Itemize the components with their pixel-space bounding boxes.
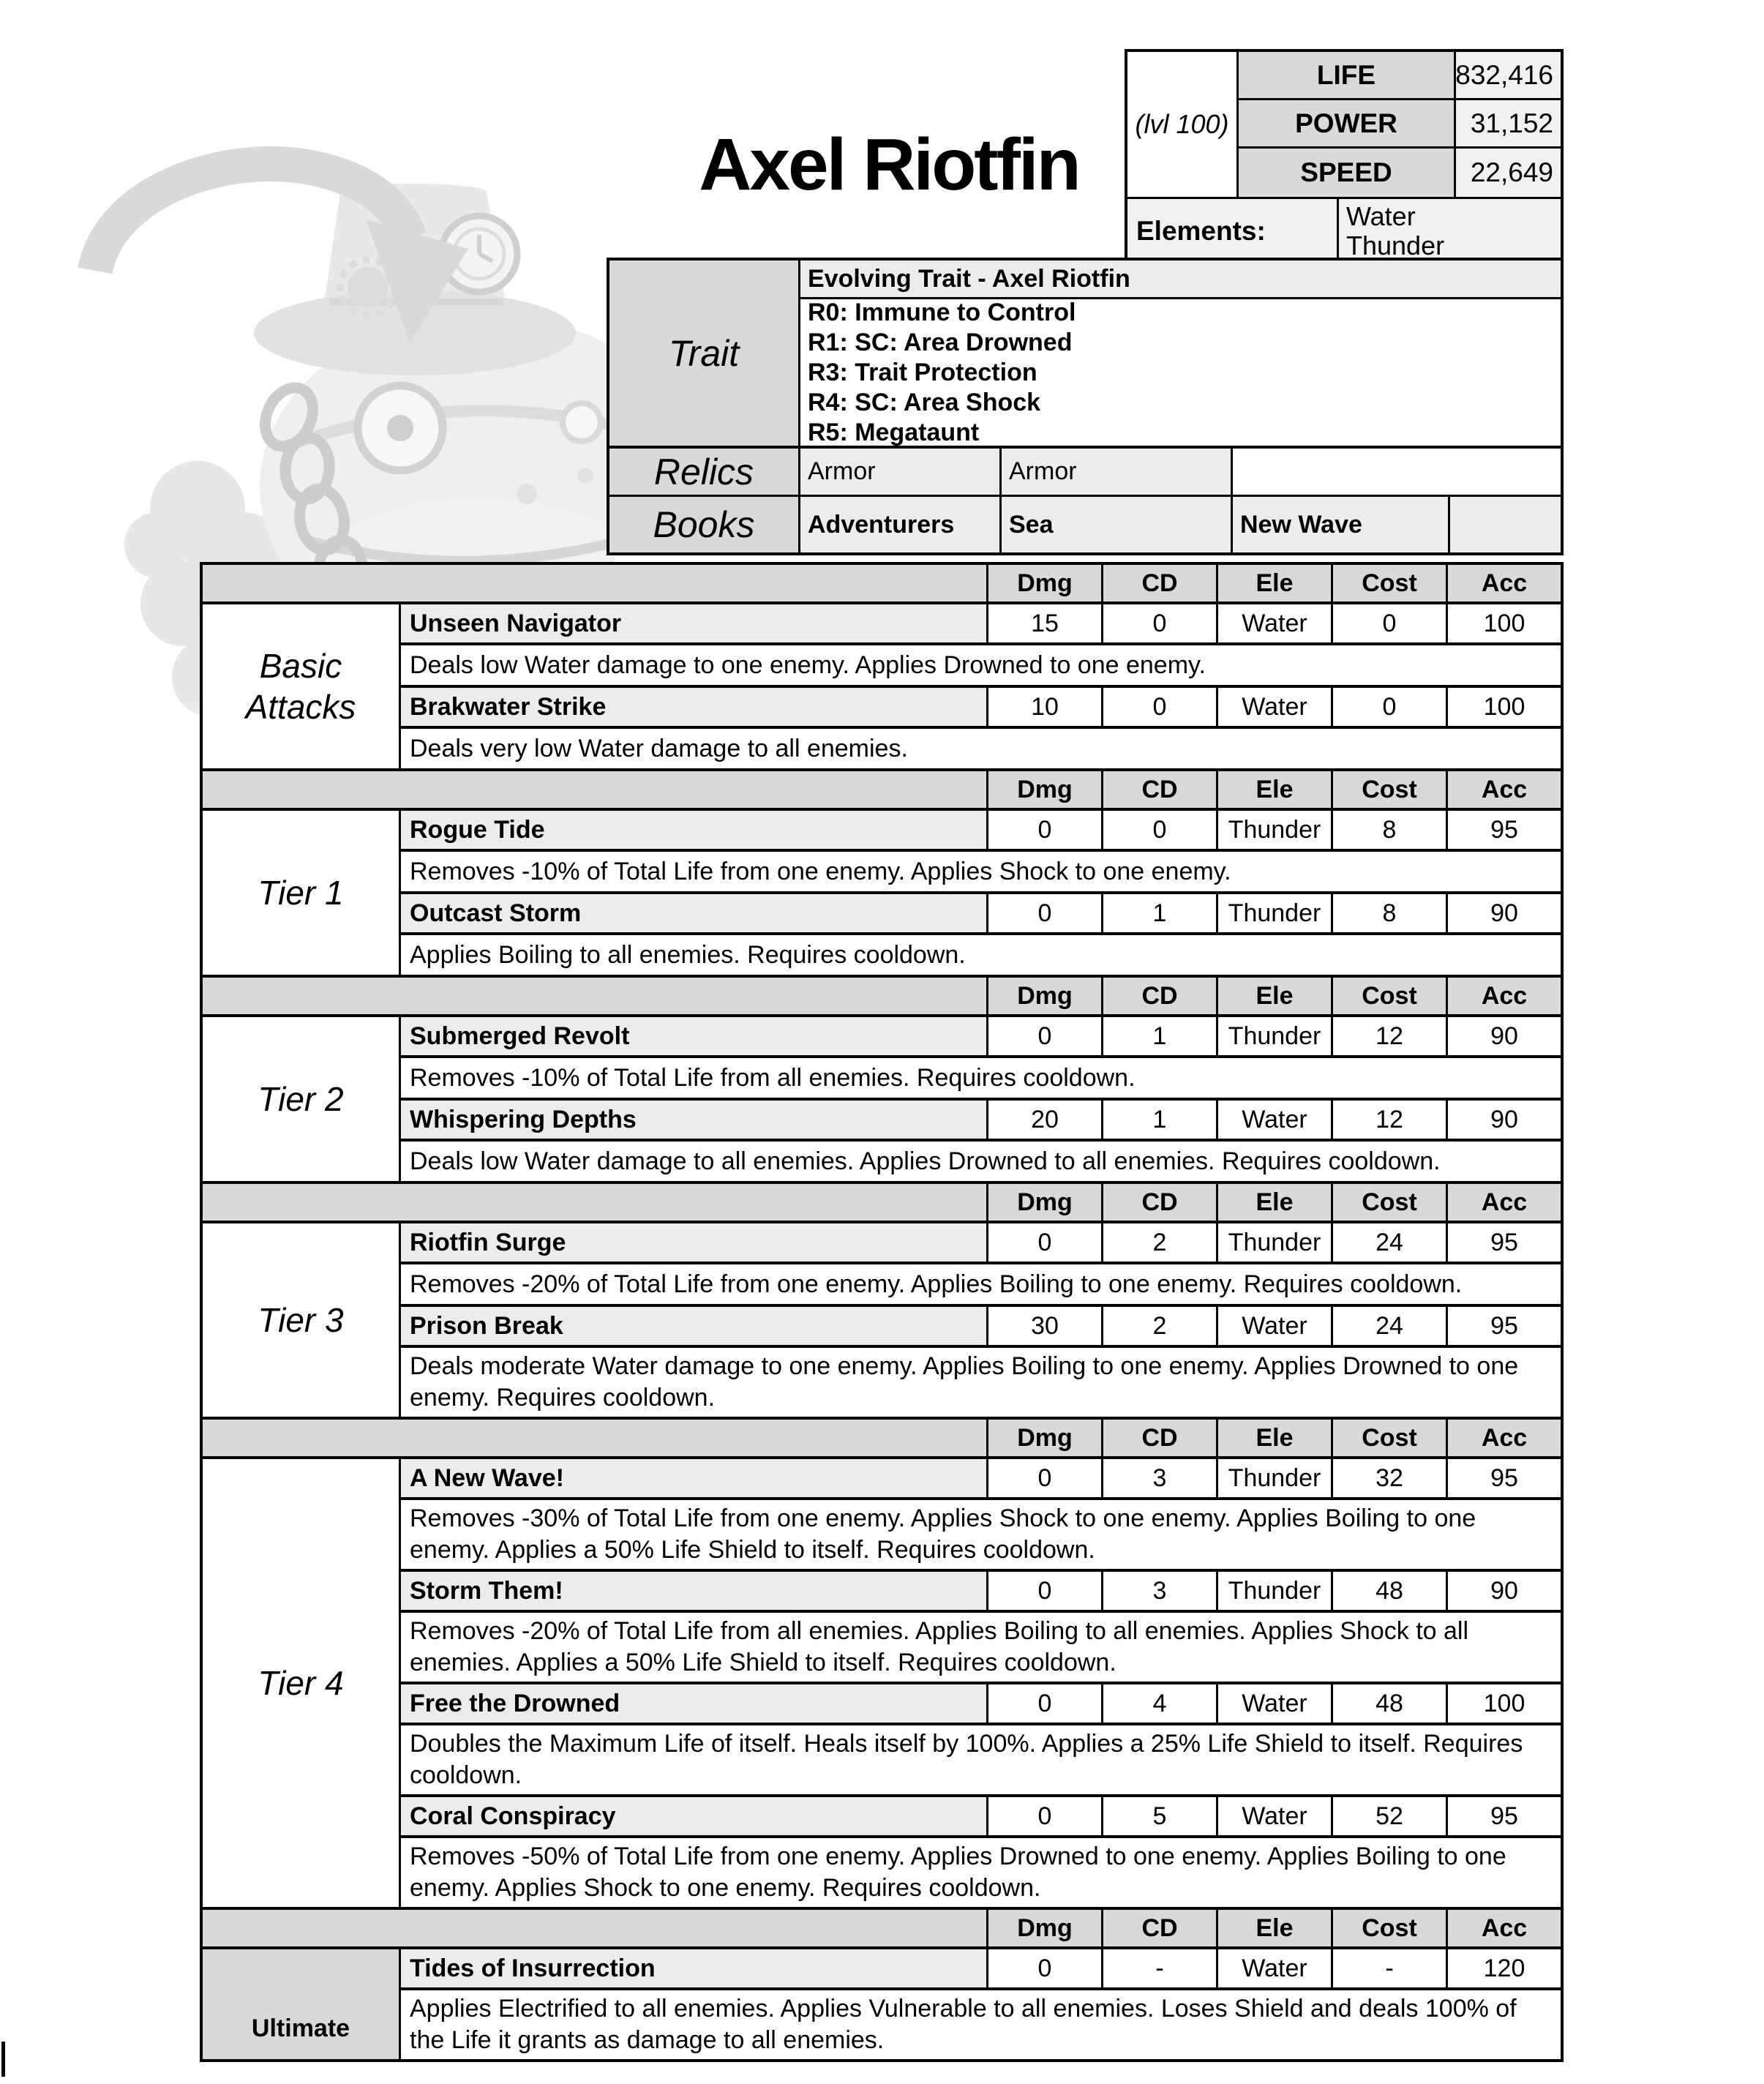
ability-name: A New Wave! xyxy=(401,1459,988,1500)
column-header-spacer xyxy=(203,1420,988,1459)
ability-acc: 95 xyxy=(1448,811,1561,852)
ability-description xyxy=(401,1348,1561,1420)
column-header-cd: CD xyxy=(1103,771,1218,811)
stat-value-speed: 22,649 xyxy=(1456,149,1561,197)
ability-description-text: Removes -20% of Total Life from one enemy. Applies Boiling to one enemy. Requires cooldown. xyxy=(410,1270,1463,1298)
relic-slot-1: Armor xyxy=(800,449,1002,497)
ability-acc: 90 xyxy=(1448,1017,1561,1058)
column-header-acc: Acc xyxy=(1448,1420,1561,1459)
ability-cost: 52 xyxy=(1333,1797,1448,1838)
ability-ele: Water xyxy=(1218,1307,1333,1348)
ability-name: Submerged Revolt xyxy=(401,1017,988,1058)
column-header-spacer xyxy=(203,1184,988,1223)
ability-dmg: 10 xyxy=(988,688,1103,729)
ability-description xyxy=(401,1990,1561,2062)
ability-name: Prison Break xyxy=(401,1307,988,1348)
ability-description-text: Applies Electrified to all enemies. Applies Vulnerable to all enemies. Loses Shield and deals 100% of the Life it grants as damage to all enemies. xyxy=(410,1995,1517,2054)
ability-description xyxy=(401,729,1561,771)
column-header-cd: CD xyxy=(1103,1420,1218,1459)
column-header-cd: CD xyxy=(1103,565,1218,604)
stats-grid xyxy=(1127,52,1561,197)
ability-cost: 48 xyxy=(1333,1684,1448,1725)
stat-label-life: LIFE xyxy=(1239,52,1456,100)
ability-name: Brakwater Strike xyxy=(401,688,988,729)
column-header-dmg: Dmg xyxy=(988,978,1103,1017)
column-header-cost: Cost xyxy=(1333,978,1448,1017)
trait-side-label: Trait xyxy=(609,260,800,449)
section-label: Ultimate xyxy=(203,1949,401,2062)
column-header-ele: Ele xyxy=(1218,1420,1333,1459)
ability-dmg: 0 xyxy=(988,1459,1103,1500)
ability-description xyxy=(401,645,1561,688)
ability-cd: 0 xyxy=(1103,811,1218,852)
ability-section xyxy=(203,1420,1561,1910)
ability-ele: Water xyxy=(1218,604,1333,645)
ability-ele: Thunder xyxy=(1218,1017,1333,1058)
ability-section xyxy=(203,562,1561,771)
element-water: Water xyxy=(1346,200,1416,231)
section-label: Tier 4 xyxy=(203,1459,401,1910)
text-cursor-artifact xyxy=(1,2042,5,2077)
column-header-ele: Ele xyxy=(1218,978,1333,1017)
stat-label-power: POWER xyxy=(1239,100,1456,149)
ability-dmg: 0 xyxy=(988,894,1103,935)
trait-header: Evolving Trait - Axel Riotfin xyxy=(800,260,1561,299)
column-header-ele: Ele xyxy=(1218,1184,1333,1223)
ability-description xyxy=(401,1613,1561,1684)
ability-description-text: Removes -10% of Total Life from one enemy. Applies Shock to one enemy. xyxy=(410,857,1231,885)
ability-cost: 48 xyxy=(1333,1572,1448,1613)
ability-name: Tides of Insurrection xyxy=(401,1949,988,1990)
ability-name: Free the Drowned xyxy=(401,1684,988,1725)
ability-ele: Thunder xyxy=(1218,1223,1333,1264)
ability-description-text: Removes -30% of Total Life from one enemy. Applies Shock to one enemy. Applies Boiling to one enemy. Applies a 50% Life Shield to itself. Requires cooldown. xyxy=(410,1504,1476,1564)
ability-description xyxy=(401,1058,1561,1101)
book-slot-3: New Wave xyxy=(1233,497,1450,552)
column-header-ele: Ele xyxy=(1218,565,1333,604)
ability-cd: 4 xyxy=(1103,1684,1218,1725)
column-header-cost: Cost xyxy=(1333,1184,1448,1223)
column-header-spacer xyxy=(203,978,988,1017)
ability-ele: Thunder xyxy=(1218,1459,1333,1500)
trait-line: R1: SC: Area Drowned xyxy=(808,328,1073,356)
stat-label-speed: SPEED xyxy=(1239,149,1456,197)
ability-cd: 2 xyxy=(1103,1307,1218,1348)
column-header-cost: Cost xyxy=(1333,1910,1448,1949)
ability-description-text: Deals moderate Water damage to one enemy. Applies Boiling to one enemy. Applies Drowned to one enemy. Requires cooldown. xyxy=(410,1352,1519,1412)
ability-description-text: Removes -50% of Total Life from one enemy. Applies Drowned to one enemy. Applies Boiling to one enemy. Applies Shock to one enemy. Requires cooldown. xyxy=(410,1843,1506,1902)
stat-value-life: 832,416 xyxy=(1456,52,1561,100)
column-header-ele: Ele xyxy=(1218,1910,1333,1949)
ability-acc: 95 xyxy=(1448,1307,1561,1348)
ability-cost: 24 xyxy=(1333,1307,1448,1348)
ability-acc: 90 xyxy=(1448,1101,1561,1142)
elements-value xyxy=(1339,199,1561,263)
ability-section xyxy=(203,1184,1561,1420)
section-label: Basic Attacks xyxy=(203,604,401,771)
ability-cost: 0 xyxy=(1333,604,1448,645)
ability-cd: 5 xyxy=(1103,1797,1218,1838)
trait-line: R4: SC: Area Shock xyxy=(808,388,1041,416)
trait-line: R0: Immune to Control xyxy=(808,298,1076,326)
ability-section xyxy=(203,978,1561,1184)
ability-ele: Water xyxy=(1218,1797,1333,1838)
ability-dmg: 0 xyxy=(988,1017,1103,1058)
ability-acc: 100 xyxy=(1448,688,1561,729)
ability-dmg: 15 xyxy=(988,604,1103,645)
ability-name: Outcast Storm xyxy=(401,894,988,935)
ability-cost: 24 xyxy=(1333,1223,1448,1264)
ability-description xyxy=(401,852,1561,894)
ability-description xyxy=(401,1142,1561,1184)
ability-name: Storm Them! xyxy=(401,1572,988,1613)
ability-description-text: Removes -10% of Total Life from all enemies. Requires cooldown. xyxy=(410,1063,1136,1092)
ability-description-text: Deals very low Water damage to all enemies. xyxy=(410,734,908,762)
column-header-acc: Acc xyxy=(1448,1910,1561,1949)
column-header-acc: Acc xyxy=(1448,1184,1561,1223)
column-header-dmg: Dmg xyxy=(988,565,1103,604)
ability-acc: 90 xyxy=(1448,894,1561,935)
section-label: Tier 1 xyxy=(203,811,401,978)
ability-cd: - xyxy=(1103,1949,1218,1990)
column-header-acc: Acc xyxy=(1448,771,1561,811)
ability-section xyxy=(203,771,1561,978)
column-header-dmg: Dmg xyxy=(988,1184,1103,1223)
book-slot-empty xyxy=(1450,497,1561,552)
ability-name: Whispering Depths xyxy=(401,1101,988,1142)
ability-ele: Water xyxy=(1218,1101,1333,1142)
ability-description xyxy=(401,935,1561,978)
column-header-spacer xyxy=(203,771,988,811)
ability-cost: 12 xyxy=(1333,1101,1448,1142)
ability-cost: - xyxy=(1333,1949,1448,1990)
ability-name: Unseen Navigator xyxy=(401,604,988,645)
ability-description-text: Applies Boiling to all enemies. Requires cooldown. xyxy=(410,940,966,969)
ability-cd: 1 xyxy=(1103,1101,1218,1142)
section-label: Tier 3 xyxy=(203,1223,401,1420)
column-header-acc: Acc xyxy=(1448,565,1561,604)
ability-acc: 95 xyxy=(1448,1459,1561,1500)
column-header-dmg: Dmg xyxy=(988,771,1103,811)
column-header-ele: Ele xyxy=(1218,771,1333,811)
abilities-table xyxy=(200,562,1564,2062)
section-label: Tier 2 xyxy=(203,1017,401,1184)
stats-box xyxy=(1125,49,1564,266)
ability-description xyxy=(401,1725,1561,1797)
ability-cost: 0 xyxy=(1333,688,1448,729)
column-header-cd: CD xyxy=(1103,1184,1218,1223)
ability-dmg: 30 xyxy=(988,1307,1103,1348)
ability-ele: Water xyxy=(1218,688,1333,729)
trait-box xyxy=(607,258,1564,555)
ability-cost: 32 xyxy=(1333,1459,1448,1500)
ability-dmg: 0 xyxy=(988,1797,1103,1838)
stat-value-power: 31,152 xyxy=(1456,100,1561,149)
ability-cd: 3 xyxy=(1103,1459,1218,1500)
ability-dmg: 20 xyxy=(988,1101,1103,1142)
ability-description-text: Deals low Water damage to all enemies. Applies Drowned to all enemies. Requires cooldown. xyxy=(410,1147,1441,1175)
column-header-spacer xyxy=(203,1910,988,1949)
book-slot-2: Sea xyxy=(1002,497,1233,552)
relic-slot-empty xyxy=(1233,449,1561,497)
column-header-cost: Cost xyxy=(1333,565,1448,604)
ability-cd: 3 xyxy=(1103,1572,1218,1613)
level-label: (lvl 100) xyxy=(1127,52,1239,197)
ability-cost: 12 xyxy=(1333,1017,1448,1058)
ability-ele: Water xyxy=(1218,1684,1333,1725)
trait-line: R3: Trait Protection xyxy=(808,358,1037,386)
ability-dmg: 0 xyxy=(988,1223,1103,1264)
column-header-spacer xyxy=(203,565,988,604)
ability-description-text: Doubles the Maximum Life of itself. Heals itself by 100%. Applies a 25% Life Shield to itself. Requires cooldown. xyxy=(410,1730,1523,1789)
ability-description xyxy=(401,1838,1561,1910)
ability-cd: 0 xyxy=(1103,604,1218,645)
ability-description xyxy=(401,1264,1561,1307)
ability-cost: 8 xyxy=(1333,811,1448,852)
elements-row xyxy=(1127,197,1561,263)
ability-ele: Thunder xyxy=(1218,811,1333,852)
ability-ele: Thunder xyxy=(1218,894,1333,935)
column-header-acc: Acc xyxy=(1448,978,1561,1017)
trait-list xyxy=(800,299,1561,449)
column-header-dmg: Dmg xyxy=(988,1420,1103,1459)
element-thunder: Thunder xyxy=(1346,230,1445,260)
ability-name: Rogue Tide xyxy=(401,811,988,852)
ability-dmg: 0 xyxy=(988,1572,1103,1613)
ability-cost: 8 xyxy=(1333,894,1448,935)
column-header-dmg: Dmg xyxy=(988,1910,1103,1949)
ability-acc: 100 xyxy=(1448,1684,1561,1725)
ability-acc: 120 xyxy=(1448,1949,1561,1990)
relic-slot-2: Armor xyxy=(1002,449,1233,497)
elements-label: Elements: xyxy=(1127,199,1339,263)
column-header-cost: Cost xyxy=(1333,771,1448,811)
ability-acc: 95 xyxy=(1448,1797,1561,1838)
ability-dmg: 0 xyxy=(988,811,1103,852)
ability-acc: 100 xyxy=(1448,604,1561,645)
ability-ele: Thunder xyxy=(1218,1572,1333,1613)
ability-dmg: 0 xyxy=(988,1684,1103,1725)
ability-dmg: 0 xyxy=(988,1949,1103,1990)
column-header-cost: Cost xyxy=(1333,1420,1448,1459)
relics-side-label: Relics xyxy=(609,449,800,497)
column-header-cd: CD xyxy=(1103,978,1218,1017)
ability-description-text: Deals low Water damage to one enemy. Applies Drowned to one enemy. xyxy=(410,651,1206,679)
ability-cd: 1 xyxy=(1103,894,1218,935)
ability-cd: 0 xyxy=(1103,688,1218,729)
ability-name: Coral Conspiracy xyxy=(401,1797,988,1838)
ability-acc: 95 xyxy=(1448,1223,1561,1264)
book-slot-1: Adventurers xyxy=(800,497,1002,552)
ability-name: Riotfin Surge xyxy=(401,1223,988,1264)
ability-section xyxy=(203,1910,1561,2062)
trait-line: R5: Megataunt xyxy=(808,418,980,446)
column-header-cd: CD xyxy=(1103,1910,1218,1949)
ability-ele: Water xyxy=(1218,1949,1333,1990)
ability-cd: 1 xyxy=(1103,1017,1218,1058)
ability-description xyxy=(401,1500,1561,1572)
ability-description-text: Removes -20% of Total Life from all enemies. Applies Boiling to all enemies. Applies Shock to all enemies. Applies a 50% Life Shield to itself. Requires cooldown. xyxy=(410,1617,1469,1676)
books-side-label: Books xyxy=(609,497,800,552)
ability-acc: 90 xyxy=(1448,1572,1561,1613)
ability-cd: 2 xyxy=(1103,1223,1218,1264)
page-title: Axel Riotfin xyxy=(699,124,1079,206)
